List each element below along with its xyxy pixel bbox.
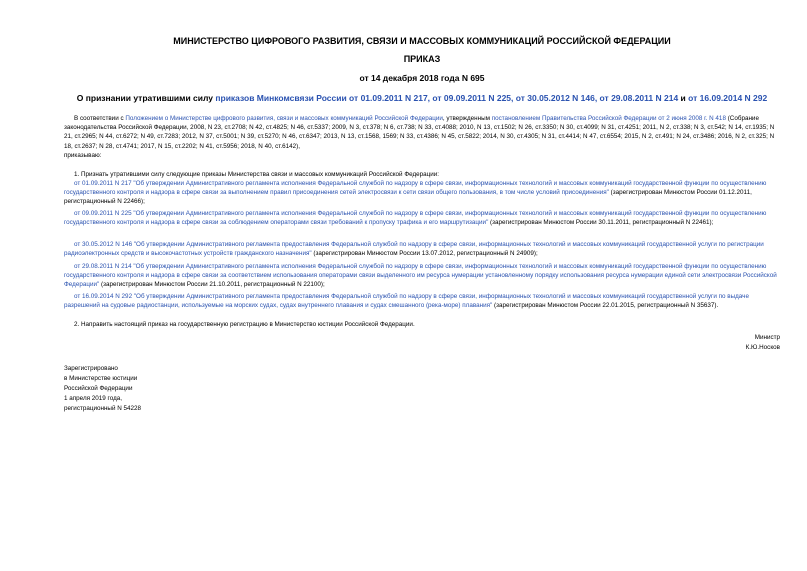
title-orders-link[interactable]: приказов Минкомсвязи России от 01.09.2011 N 217, от 09.09.2011 N 225, от 30.05.2012 N 146, от 29.08.2011 N 214 (215, 93, 679, 103)
item-1: 1. Признать утратившими силу следующие приказы Министерства связи и массовых коммуникаций Российской Федерации: (74, 171, 440, 178)
regulation-link[interactable]: Положением о Министерстве цифрового развития, связи и массовых коммуникаций Российской Федерации (125, 115, 443, 122)
order-225-tail: (зарегистрирован Минюстом России 30.11.2011, регистрационный N 22461); (488, 219, 714, 227)
order-146 (64, 240, 780, 258)
item-2: 2. Направить настоящий приказ на государственную регистрацию в Министерство юстиции Российской Федерации. (74, 321, 415, 328)
order-146-tail: (зарегистрирован Минюстом России 13.07.2012, регистрационный N 24909); (311, 250, 538, 258)
registration-line-1: Зарегистрировано (64, 365, 118, 372)
preamble-text-3: (Собрание законодательства Российской Федерации, 2008, N 23, ст.2708; N 42, ст.4825; N 46, ст.5337; 2009, N 3, ст.378; N 6, ст.738; N 33, ст.4088; 2010, N 13, ст.1502; N 26, ст.3350; N 30, ст.4099; N 31, ст.4251; 2011, N 2, ст.338; N 3, ст.542; N 14, ст.1935; N 21, ст.2965; N 44, ст.6272; N 49, ст.7283; 2012, N 37, ст.5001; N 39, ст.5270; N 46, ст.6347; 2013, N 13, ст.1568, 1569; N 33, ст.4386; N 45, ст.5822; 2014, N 30, ст.4305; N 31, ст.4414; N 47, ст.6554; 2015, N 2, ст.491; N 24, ст.3486; 2016, N 2, ст.325; N 18, ст.2637; N 28, ст.4741; 2017, N 15, ст.2202; N 41, ст.5956; 2018, N 40, ст.6142), (64, 115, 775, 150)
signature-name: К.Ю.Носков (745, 344, 780, 351)
order-214-tail: (зарегистрирован Минюстом России 21.10.2011, регистрационный N 22100); (99, 281, 325, 289)
order-292-link[interactable]: от 16.09.2014 N 292 "Об утверждении Административного регламента предоставления Федеральной службой по надзору в сфере связи, информационных технологий и массовых коммуникаций государственной услуги по выдаче разрешений на судовые радиостанции, используемые на морских судах, судах внутреннего плавания и судах смешанного (река-море) плавания" (64, 293, 749, 310)
preamble-text-4: приказываю: (64, 151, 102, 159)
registration-line-2: в Министерстве юстиции (64, 375, 138, 382)
doc-type-heading: ПРИКАЗ (403, 54, 441, 64)
title-mid: и (678, 93, 689, 103)
preamble-text-1: В соответствии с (74, 115, 126, 122)
order-292-tail: (зарегистрирован Минюстом России 22.01.2015, регистрационный N 35637). (492, 302, 719, 310)
order-217 (64, 179, 780, 207)
order-292 (64, 292, 780, 310)
date-number-heading: от 14 декабря 2018 года N 695 (359, 73, 485, 83)
registration-line-4: 1 апреля 2019 года, (64, 395, 122, 402)
order-214-link[interactable]: от 29.08.2011 N 214 "Об утверждении Административного регламента исполнения Федеральной службой по надзору в сфере связи, информационных технологий и массовых коммуникаций государственной функции по осуществлению государственного контроля и надзора в сфере связи за соответствием использования операторами связи выделенного им ресурса нумерации установленному порядку использования ресурса нумерации единой сети электросвязи Российской Федерации" (64, 263, 777, 289)
registration-line-3: Российской Федерации (64, 385, 133, 392)
ministry-heading: МИНИСТЕРСТВО ЦИФРОВОГО РАЗВИТИЯ, СВЯЗИ И МАССОВЫХ КОММУНИКАЦИЙ РОССИЙСКОЙ ФЕДЕРАЦИИ (173, 36, 671, 46)
order-225 (64, 209, 780, 227)
order-225-link[interactable]: от 09.09.2011 N 225 "Об утверждении Административного регламента исполнения Федеральной службой по надзору в сфере связи, информационных технологий и массовых коммуникаций государственной функции по осуществлению государственного контроля и надзора в сфере связи за соблюдением операторами связи требований к пропуску трафика и его маршрутизации" (64, 210, 767, 227)
preamble-text-2: , утвержденным (442, 115, 492, 122)
order-146-link[interactable]: от 30.05.2012 N 146 "Об утверждении Административного регламента предоставления Федеральной службой по надзору в сфере связи, информационных технологий и массовых коммуникаций государственной услуги по регистрации радиоэлектронных средств и высокочастотных устройств гражданского назначения" (64, 241, 764, 258)
preamble (64, 114, 780, 160)
registration-line-5: регистрационный N 54228 (64, 405, 142, 412)
document-title (64, 93, 780, 103)
signature-position: Министр (754, 334, 780, 341)
government-decree-link[interactable]: постановлением Правительства Российской Федерации от 2 июня 2008 г. N 418 (491, 115, 726, 122)
order-217-tail: (зарегистрирован Минюстом России 01.12.2011, регистрационный N 22466); (64, 189, 752, 206)
title-prefix: О признании утратившими силу (76, 93, 216, 103)
title-order-292-link[interactable]: от 16.09.2014 N 292 (688, 93, 768, 103)
order-214 (64, 262, 780, 290)
order-217-link[interactable]: от 01.09.2011 N 217 "Об утверждении Административного регламента исполнения Федеральной службой по надзору в сфере связи, информационных технологий и массовых коммуникаций государственной функции по осуществлению государственного контроля и надзора в сфере связи за выполнением правил присоединения сетей электросвязи к сети связи общего пользования, в том числе условий присоединения" (64, 180, 767, 197)
